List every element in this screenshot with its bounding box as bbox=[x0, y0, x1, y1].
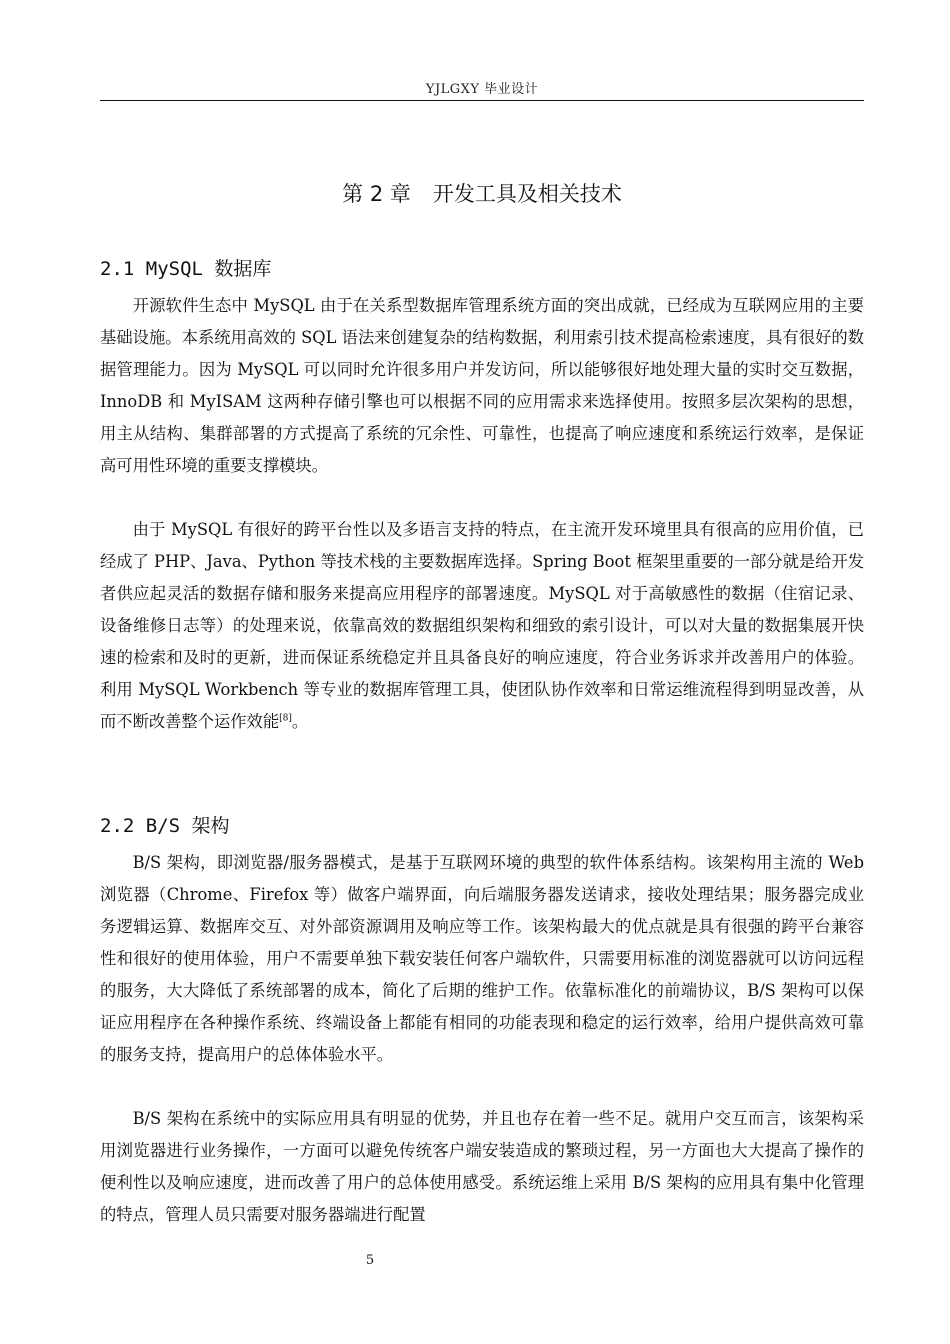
paragraph-tail: 。 bbox=[291, 712, 309, 731]
running-header: YJLGXY 毕业设计 bbox=[425, 82, 539, 97]
paragraph bbox=[100, 514, 864, 738]
header-rule bbox=[100, 100, 864, 101]
chapter-name: 开发工具及相关技术 bbox=[432, 182, 622, 206]
page-number: 5 bbox=[365, 1253, 375, 1268]
paragraph: 开源软件生态中 MySQL 由于在关系型数据库管理系统方面的突出成就，已经成为互联网应用的主要基础设施。本系统用高效的 SQL 语法来创建复杂的结构数据，利用索引技术提高检索速度，具有很好的数据管理能力。因为 MySQL 可以同时允许很多用户并发访问，所以能够很好地处理大量的实时交互数据，InnoDB 和 MyISAM 这两种存储引擎也可以根据不同的应用需求来选择使用。按照多层次架构的思想，用主从结构、集群部署的方式提高了系统的冗余性、可靠性，也提高了响应速度和系统运行效率，是保证高可用性环境的重要支撑模块。 bbox=[100, 296, 864, 475]
chapter-number: 第 2 章 bbox=[342, 182, 411, 206]
section-heading: 2.2 B/S 架构 bbox=[100, 815, 230, 837]
paragraph-text: 由于 MySQL 有很好的跨平台性以及多语言支持的特点，在主流开发环境里具有很高的应用价值，已经成了 PHP、Java、Python 等技术栈的主要数据库选择。Spring Boot 框架里重要的一部分就是给开发者供应起灵活的数据存储和服务来提高应用程序的部署速度。MySQL 对于高敏感性的数据（住宿记录、设备维修日志等）的处理来说，依靠高效的数据组织架构和细致的索引设计，可以对大量的数据集展开快速的检索和及时的更新，进而保证系统稳定并且具备良好的响应速度，符合业务诉求并改善用户的体验。利用 MySQL Workbench 等专业的数据库管理工具，使团队协作效率和日常运维流程得到明显改善，从而不断改善整个运作效能 bbox=[100, 520, 865, 731]
citation: [8] bbox=[279, 713, 292, 724]
section-heading: 2.1 MySQL 数据库 bbox=[100, 258, 272, 280]
chapter-title bbox=[100, 178, 864, 208]
paragraph: B/S 架构在系统中的实际应用具有明显的优势，并且也存在着一些不足。就用户交互而言，该架构采用浏览器进行业务操作，一方面可以避免传统客户端安装造成的繁琐过程，另一方面也大大提高了操作的便利性以及响应速度，进而改善了用户的总体使用感受。系统运维上采用 B/S 架构的应用具有集中化管理的特点，管理人员只需要对服务器端进行配置 bbox=[100, 1109, 864, 1224]
paragraph: B/S 架构，即浏览器/服务器模式，是基于互联网环境的典型的软件体系结构。该架构用主流的 Web 浏览器（Chrome、Firefox 等）做客户端界面，向后端服务器发送请求，接收处理结果；服务器完成业务逻辑运算、数据库交互、对外部资源调用及响应等工作。该架构最大的优点就是具有很强的跨平台兼容性和很好的使用体验，用户不需要单独下载安装任何客户端软件，只需要用标准的浏览器就可以访问远程的服务，大大降低了系统部署的成本，简化了后期的维护工作。依靠标准化的前端协议，B/S 架构可以保证应用程序在各种操作系统、终端设备上都能有相同的功能表现和稳定的运行效率，给用户提供高效可靠的服务支持，提高用户的总体体验水平。 bbox=[100, 853, 864, 1064]
